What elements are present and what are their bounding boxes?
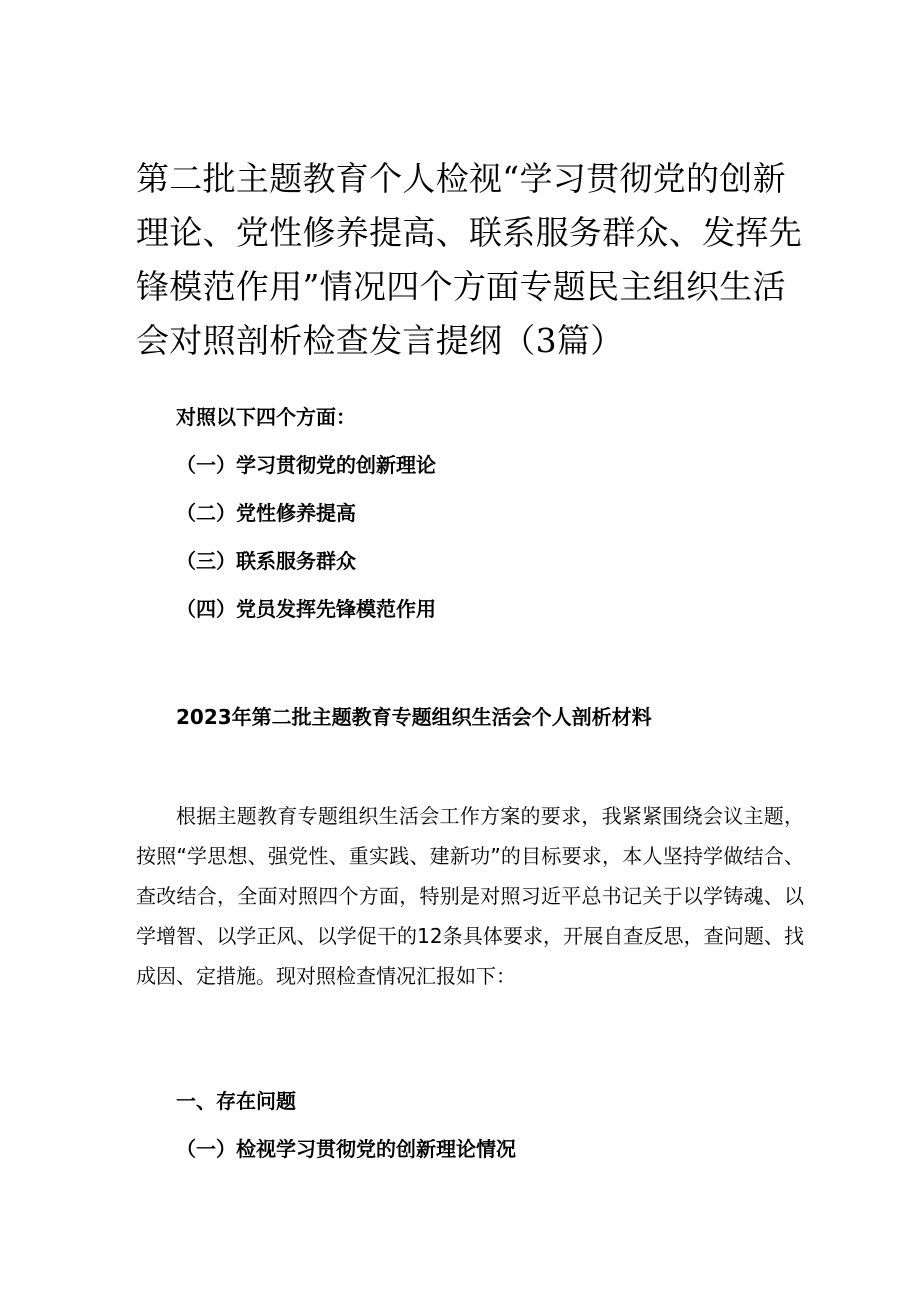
aspects-list (176, 450, 436, 642)
aspect-item-1: （一）学习贯彻党的创新理论 (176, 453, 436, 477)
aspect-item-3: （三）联系服务群众 (176, 549, 356, 573)
subheading-theory-review: （一）检视学习贯彻党的创新理论情况 (176, 1137, 516, 1161)
section-heading: 2023年第二批主题教育专题组织生活会个人剖析材料 (176, 705, 652, 729)
body-paragraph: 根据主题教育专题组织生活会工作方案的要求，我紧紧围绕会议主题，按照“学思想、强党性、重实践、建新功”的目标要求，本人坚持学做结合、查改结合，全面对照四个方面，特别是对照习近平总书记关于以学铸魂、以学增智、以学正风、以学促干的12条具体要求，开展自查反思，查问题、找成因、定措施。现对照检查情况汇报如下： (136, 804, 804, 988)
aspect-item-2: （二）党性修养提高 (176, 501, 356, 525)
document-title: 第二批主题教育个人检视“学习贯彻党的创新理论、党性修养提高、联系服务群众、发挥先锋模范作用”情况四个方面专题民主组织生活会对照剖析检查发言提纲（3篇） (136, 159, 802, 360)
aspect-item-4: （四）党员发挥先锋模范作用 (176, 597, 436, 621)
aspects-intro: 对照以下四个方面： (176, 405, 356, 429)
subheading-existing-problems: 一、存在问题 (176, 1089, 296, 1113)
